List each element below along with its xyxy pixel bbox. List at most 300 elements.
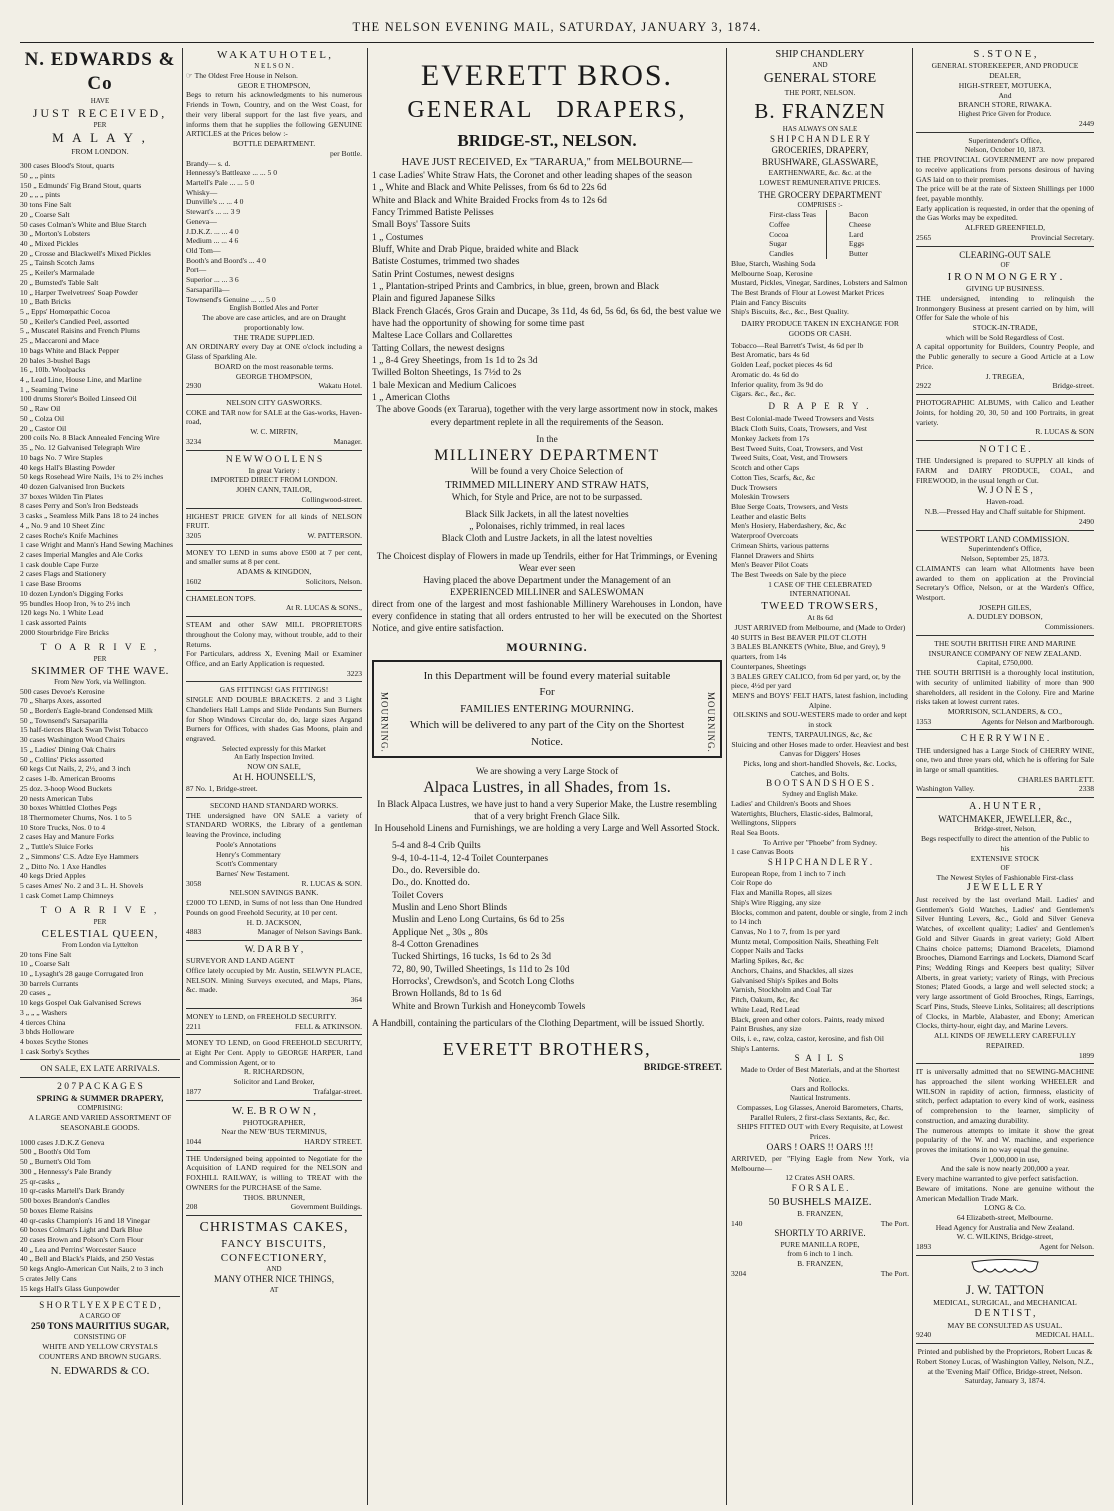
paragraph: SHIPS FITTED OUT with Every Requisite, at Lowest Prices. xyxy=(737,1122,903,1142)
ad-number: 208 xyxy=(186,1202,198,1212)
signature: B. FRANZEN, xyxy=(797,1208,843,1218)
list-item: Tucked Shirtings, 16 tucks, 1s 6d to 2s 3d xyxy=(392,952,552,963)
heading: SHORTLY TO ARRIVE. xyxy=(774,1228,866,1239)
price-list xyxy=(186,159,362,305)
list-item: 10 dozen Lyndon's Digging Forks xyxy=(20,588,124,598)
paragraph: STEAM and other SAW MILL PROPRIETORS throughout the Colony may, without trouble, add to their Returns. xyxy=(186,620,362,649)
signature: ADAMS & KINGDON, xyxy=(236,567,312,577)
heading: SURVEYOR AND LAND AGENT xyxy=(186,956,295,966)
list-item: 5-4 and 8-4 Crib Quilts xyxy=(392,841,481,852)
heading: OARS ! OARS !! OARS !!! xyxy=(766,1142,874,1153)
list-item: 50 „ Raw Oil xyxy=(20,404,61,414)
label: 64 Elizabeth-street, Melbourne. xyxy=(956,1213,1054,1223)
heading: SPRING & SUMMER DRAPERY, xyxy=(36,1093,164,1104)
list-item: Counterpanes, Sheetings xyxy=(731,661,807,671)
heading: BRUSHWARE, GLASSWARE, xyxy=(761,156,879,167)
heading: Alpaca Lustres, in all Shades, from 1s. xyxy=(423,779,671,797)
list-item: 1 „ 8-4 Grey Sheetings, from 1s 1d to 2s 3d xyxy=(372,356,538,367)
signature: GEORGE THOMPSON, xyxy=(235,371,313,381)
heading: At H. HOUNSELL'S, xyxy=(232,773,316,784)
paragraph: THE SOUTH BRITISH is a thoroughly local institution, with security of unlimited liability of more than 900 shareholders, all resident in the Colony. Fire and Marine risks taken at lowest current rates. xyxy=(916,668,1094,707)
list-item: 25 „ Keiler's Marmalade xyxy=(20,268,95,278)
list-item: 50 cases Colman's White and Blue Starch xyxy=(20,219,147,229)
heading: JUST RECEIVED, xyxy=(32,105,168,120)
label: N E L S O N . xyxy=(254,62,294,71)
signature: J. TREGEA, xyxy=(985,371,1025,381)
list-item: Crimean Shirts, various patterns xyxy=(731,540,829,550)
list-item: Ladies' and Children's Boots and Shoes xyxy=(731,798,851,808)
footer: N. EDWARDS & CO. xyxy=(50,1365,150,1378)
masthead-rule xyxy=(20,42,1094,43)
label: A CARGO OF xyxy=(79,1311,121,1320)
heading: T O A R R I V E , xyxy=(40,906,160,917)
list-item: 50 „ Borden's Eagle-brand Condensed Milk xyxy=(20,706,153,716)
list-item: 1 bale Mexican and Medium Calicoes xyxy=(372,380,517,391)
paragraph: Which will be delivered to any part of the City on the Shortest Notice. xyxy=(409,719,685,748)
list-item: Maltese Lace Collars and Collarettes xyxy=(372,331,513,342)
label: PER xyxy=(93,917,107,926)
list-item: Cocoa xyxy=(769,229,789,239)
heading: C H E R R Y W I N E . xyxy=(960,734,1050,745)
list-item: 10 „ Coarse Salt xyxy=(20,959,70,969)
label: Washington Valley. xyxy=(916,784,975,794)
paragraph: The above are case articles, and are on Draught proportionably low. xyxy=(202,313,346,332)
list-item: Henry's Commentary xyxy=(216,849,281,859)
list-item: 5 cases Ames' No. 2 and 3 L. H. Shovels xyxy=(20,880,144,890)
label: Nautical Instruments. xyxy=(789,1094,851,1103)
heading: J. W. TATTON xyxy=(966,1281,1044,1297)
column-rule xyxy=(726,48,727,1505)
list-item: Brandy— s. d. xyxy=(186,158,231,168)
list-item: Paint Brushes, any size xyxy=(731,1024,802,1034)
ad-number: 1353 xyxy=(916,716,932,726)
ad-number: 2449 xyxy=(1078,118,1094,128)
label: AT xyxy=(269,1285,279,1294)
label: which will be Sold Regardless of Cost. xyxy=(945,332,1065,342)
goods-list xyxy=(20,687,180,901)
list-item: Anchors, Chains, and Shackles, all sizes xyxy=(731,965,854,975)
list-item: 40 „ Lea and Perrins' Worcester Sauce xyxy=(20,1244,137,1254)
list-item: Leather and elastic Belts xyxy=(731,511,806,521)
list-item: Varnish, Stockholm and Coal Tar xyxy=(731,985,832,995)
list-item: 3 casks „ Seamless Milk Pans 18 to 24 inches xyxy=(20,511,159,521)
list-item: Twilled Bolton Sheetings, 1s 7½d to 2s xyxy=(372,368,522,379)
label: A LARGE AND VARIED ASSORTMENT OF SEASONABLE GOODS. xyxy=(28,1113,172,1133)
list-item: 20 „ Castor Oil xyxy=(20,423,67,433)
list-item: 1 case Ladies' White Straw Hats, the Coronet and other leading shapes of the season xyxy=(372,170,692,181)
label: MOURNING. xyxy=(706,691,716,753)
list-item: Coir Rope do xyxy=(731,878,772,888)
list-item: Cigars. &c., &c., &c. xyxy=(731,389,796,399)
ad-number: 364 xyxy=(350,995,362,1005)
signature: R. LUCAS & SON xyxy=(1035,427,1094,437)
list-item: Lard xyxy=(848,229,864,239)
list-item: 50 „ Burnett's Old Tom xyxy=(20,1157,91,1167)
list-item: Superior ... ... 3 6 xyxy=(186,275,239,285)
paragraph: PHOTOGRAPHIC ALBUMS, with Calico and Leather Joints, for holding 20, 30, 50 and 100 Portraits, in great variety. xyxy=(916,398,1094,427)
list-item: 30 tons Fine Salt xyxy=(20,200,72,210)
paragraph: Picks, long and short-handled Shovels, &c. Locks, Catches, and Bolts. xyxy=(743,758,897,778)
heading: S H O R T L Y E X P E C T E D , xyxy=(39,1300,161,1311)
paragraph: MONEY TO LEND, on Good FREEHOLD SECURITY, at Eight Per Cent. Apply to GEORGE HARPER, Land and Commission Agent, or to xyxy=(186,1038,362,1067)
ad-number: 1899 xyxy=(1078,1050,1094,1060)
list-item: White and Black and White Braided Frocks from 4s to 12s 6d xyxy=(372,195,607,206)
list-item: 18 Thermometer Churns, Nos. 1 to 5 xyxy=(20,812,132,822)
column-edwards xyxy=(20,48,180,1505)
label: 40 SUITS in Best BEAVER PILOT CLOTH xyxy=(731,632,867,642)
list-item: 16 „ 10lb. Woolpacks xyxy=(20,365,86,375)
ad-number: 2930 xyxy=(186,381,202,391)
paragraph: Compasses, Log Glasses, Aneroid Barometers, Charts, Parallel Rulers, 2 first-class Sextants, &c, &c. xyxy=(737,1103,903,1122)
label: BRIDGE-STREET. xyxy=(643,1062,722,1073)
heading: B. FRANZEN xyxy=(754,99,886,124)
blanket-list xyxy=(731,642,909,691)
signature: W. J O N E S , xyxy=(977,486,1033,497)
list-item: 20 „ Coarse Salt xyxy=(20,209,70,219)
label: Capital, £750,000. xyxy=(976,658,1034,668)
label: From New York, via Wellington. xyxy=(54,677,146,686)
heading: S . S T O N E , xyxy=(973,49,1037,60)
signature: W. PATTERSON. xyxy=(307,531,362,541)
signature: MORRISON, SCLANDERS, & CO., xyxy=(947,706,1063,716)
list-item: 40 kegs Hall's Blasting Powder xyxy=(20,462,116,472)
paragraph: OILSKINS and SOU-WESTERS made to order and kept in stock xyxy=(733,710,907,730)
list-item: 8-4 Cotton Grenadines xyxy=(392,940,479,951)
list-item: 20 „ Crosse and Blackwell's Mixed Pickles xyxy=(20,248,151,258)
list-item: 200 coils No. 8 Black Annealed Fencing Wire xyxy=(20,433,160,443)
ad-number: 3223 xyxy=(346,668,362,678)
heading: MILLINERY DEPARTMENT xyxy=(434,446,660,464)
list-item: 10 „ Harper Twelvetrees' Soap Powder xyxy=(20,287,138,297)
paragraph: Early application is requested, in order that the opening of the Gas Works may be expedited. xyxy=(916,203,1094,223)
heading: STOCK-IN-TRADE, xyxy=(972,323,1038,333)
label: PER xyxy=(93,120,107,129)
label: Solicitor and Land Broker, xyxy=(233,1077,315,1087)
list-item: Plain and Fancy Biscuits xyxy=(731,297,807,307)
paragraph: Just received by the last overland Mail. Ladies' and Gentlemen's Gold Watches, Ladies' and Gentlemen's Silver Hunting Levers, &c., Gold and Silver Geneva Watches, of excellent quality; Ladies' and Gentlemen's Gold and Silver Guards in great variety; Gold Albert Chains choice patterns; Diamond Bracelets, Diamond Brooches, Diamond Earrings and Lockets, Diamond Scarf Pins; Wedding Rings and Keepers best quality; Silver Alberts, in great variety; variety of Rings, with Precious Stones; Plated Goods, a large and well selected stock; a very large assortment of Gold Brooches, Rings, Earrings, Scarf Pins, Studs, Sleeve Links, Solitaires; all descriptions of Clocks, in Marble, Alabaster, and Ebony; American Clocks, thirty-hour, eight day, and Marine Levers. xyxy=(916,895,1094,1031)
column-rule xyxy=(912,48,913,1505)
paragraph: AN ORDINARY every Day at ONE o'clock including a Glass of Sparkling Ale. xyxy=(186,342,362,362)
list-item: 60 kegs Cut Nails, 2, 2½, and 3 inch xyxy=(20,764,131,774)
label: From London via Lyttelton xyxy=(61,940,139,949)
list-item: 15 kegs Hall's Glass Gunpowder xyxy=(20,1283,120,1293)
paragraph: BOARD on the most reasonable terms. xyxy=(214,361,334,371)
goods-list xyxy=(20,1138,180,1294)
list-item: Moleskin Trowsers xyxy=(731,492,790,502)
heading: GROCERIES, DRAPERY, xyxy=(771,145,869,156)
label: An Early Inspection Invited. xyxy=(234,753,314,762)
list-item: Blue Serge Coats, Trowsers, and Vests xyxy=(731,501,848,511)
list-item: Waterproof Overcoats xyxy=(731,531,799,541)
list-item: 2 cases Flags and Stationery xyxy=(20,569,107,579)
list-item: White Lead, Red Lead xyxy=(731,1004,800,1014)
list-item: Hennessy's Battleaxe ... ... 5 0 xyxy=(186,168,277,178)
list-item: 2 „ Tuttle's Sluice Forks xyxy=(20,842,94,852)
label: 1 case Canvas Boots xyxy=(731,847,794,857)
paragraph: The Choicest display of Flowers in made up Tendrils, either for Hat Trimmings, or Evening Wear ever seen xyxy=(376,551,718,574)
heading: GAS FITTINGS! GAS FITTINGS! xyxy=(219,685,329,695)
list-item: 4 boxes Scythe Stones xyxy=(20,1037,89,1047)
ad-number: 3205 xyxy=(186,531,202,541)
paragraph: MONEY to LEND, on FREEHOLD SECURITY. xyxy=(186,1011,337,1021)
label: OF xyxy=(1000,261,1010,270)
label: Trafalgar-street. xyxy=(313,1086,362,1096)
label: Superintendent's Office, xyxy=(968,544,1042,554)
list-item: 20 bales 3-bushel Bags xyxy=(20,355,91,365)
list-item: Muntz metal, Composition Nails, Sheathing Felt xyxy=(731,936,879,946)
list-item: 50 boxes Eleme Raisins xyxy=(20,1205,93,1215)
paragraph: MEN'S and BOYS' FELT HATS, latest fashion, including Alpine. xyxy=(732,690,908,710)
boots-list xyxy=(731,799,909,838)
label: FROM LONDON. xyxy=(71,146,129,156)
list-item: 20 „ Bumsted's Table Salt xyxy=(20,277,99,287)
list-item: 5 crates Jelly Cans xyxy=(20,1273,77,1283)
label: TENTS, TARPAULINGS, &c, &c xyxy=(767,729,873,739)
list-item: 4 „ Lead Line, House Line, and Marline xyxy=(20,375,142,385)
heading: EXTENSIVE STOCK xyxy=(970,853,1040,863)
list-item: 100 drums Storer's Boiled Linseed Oil xyxy=(20,394,137,404)
grocery-right xyxy=(849,210,871,259)
list-item: Cheese xyxy=(848,220,871,230)
list-item: The Best Tweeds on Sale by the piece xyxy=(731,569,847,579)
label: Agents for Nelson and Marlborough. xyxy=(981,716,1094,726)
list-item: 40 „ Mixed Pickles xyxy=(20,238,79,248)
ad-number: 1602 xyxy=(186,576,202,586)
list-item: 1 case Base Brooms xyxy=(20,579,82,589)
list-item: Best Tweed Suits, Coat, Trowsers, and Vest xyxy=(731,443,863,453)
column-rule xyxy=(182,48,183,1505)
label: English Bottled Ales and Porter xyxy=(229,304,319,313)
list-item: 40 dozen Galvanised Iron Buckets xyxy=(20,481,125,491)
jackets-list xyxy=(372,509,722,545)
list-item: Duck Trowsers xyxy=(731,482,778,492)
list-item: Galvanised Ship's Spikes and Bolts xyxy=(731,975,839,985)
label: Oars and Rollocks. xyxy=(791,1084,849,1094)
list-item: 30 „ Morton's Lobsters xyxy=(20,229,90,239)
list-item: Men's Hosiery, Haberdashery, &c, &c xyxy=(731,521,847,531)
label: LOWEST REMUNERATIVE PRICES. xyxy=(759,178,881,188)
signature: FELL & ATKINSON. xyxy=(294,1021,362,1031)
list-item: 1 „ Seaming Twine xyxy=(20,384,79,394)
heading: ALL KINDS OF JEWELLERY CAREFULLY REPAIRED. xyxy=(933,1031,1077,1050)
ad-number: 140 xyxy=(731,1218,743,1228)
column-franzen xyxy=(731,48,909,1505)
list-item: 1 „ White and Black and White Pelisses, from 6s 6d to 22s 6d xyxy=(372,183,607,194)
heading: D R A P E R Y . xyxy=(768,400,872,411)
list-item: Tatting Collars, the newest designs xyxy=(372,343,505,354)
everett-title: EVERETT BROS. xyxy=(420,59,674,92)
list-item: 300 cases Blood's Stout, quarts xyxy=(20,161,115,171)
label: The Newest Styles of Fashionable First-class xyxy=(936,872,1074,882)
list-item: 50 „ Collins' Picks assorted xyxy=(20,754,104,764)
heading: GENERAL STORE xyxy=(763,71,877,87)
list-item: 500 „ Booth's Old Tom xyxy=(20,1147,91,1157)
list-item: 10 bags White and Black Pepper xyxy=(20,345,120,355)
paragraph: DAIRY PRODUCE TAKEN IN EXCHANGE FOR GOODS OR CASH. xyxy=(741,319,899,338)
list-item: Black French Glacés, Gros Grain and Ducape, 3s 11d, 4s 6d, 5s 6d, 6s 6d, the best value we have had the opportunity of showing for some time past xyxy=(372,306,721,330)
heading: PURE MANILLA ROPE, xyxy=(780,1239,860,1249)
heading: 2 0 7 P A C K A G E S xyxy=(57,1082,143,1093)
signature: A. DUDLEY DOBSON, xyxy=(967,612,1043,622)
label: We are showing a very Large Stock of xyxy=(475,767,619,778)
label: Over 1,000,000 in use, xyxy=(970,1154,1040,1164)
column-rule xyxy=(367,48,368,1505)
list-item: 20 „ „ „ pints xyxy=(20,190,61,200)
label: Selected expressly for this Market xyxy=(222,743,326,753)
heading: D E N T I S T , xyxy=(974,1307,1036,1319)
list-item: 2 cases 1-lb. American Brooms xyxy=(20,774,116,784)
goods-list xyxy=(20,161,180,637)
list-item: Best Aromatic, bars 4s 6d xyxy=(731,350,810,360)
list-item: 20 cases „ xyxy=(20,988,51,998)
goods-list xyxy=(20,950,180,1057)
list-item: Black Cloth and Lustre Jackets, in all the latest novelties xyxy=(441,534,653,545)
grocery-left xyxy=(769,210,827,259)
list-item: 9-4, 10-4-11-4, 12-4 Toilet Counterpanes xyxy=(392,853,549,864)
heading: S H I P C H A N D L E R Y xyxy=(769,133,870,144)
paragraph: IT is universally admitted that no SEWING-MACHINE has approached the silent working WHEELER and WILSON in rapidity of action, firmness, elasticity of stitch, perfect adaptation to every kind of work, easiness of comprehension to the learner, simplicity of construction, and amazing durability. xyxy=(916,1067,1094,1125)
label: Bridge-street, Nelson, xyxy=(974,825,1036,834)
teeth-icon xyxy=(916,1259,1094,1280)
list-item: Poole's Annotations xyxy=(216,839,277,849)
heading: WESTPORT LAND COMMISSION. xyxy=(940,533,1070,544)
paragraph: £2000 TO LEND, in Sums of not less than One Hundred Pounds on good Freehold Security, at 10 per cent. xyxy=(186,898,362,917)
list-item: Batiste Costumes, trimmed two shades xyxy=(372,257,520,268)
heading: S A I L S xyxy=(794,1053,846,1064)
heading: WATCHMAKER, JEWELLER, &c., xyxy=(938,813,1072,824)
list-item: Monkey Jackets from 17s xyxy=(731,433,810,443)
list-item: Port— xyxy=(186,265,207,275)
heading: F O R S A L E . xyxy=(791,1183,849,1194)
ad-number: 3058 xyxy=(186,878,202,888)
label: Sydney and English Make. xyxy=(782,789,858,798)
column-everett xyxy=(372,48,722,1505)
list-item: Aromatic do. 4s 6d do xyxy=(731,369,799,379)
list-item: 50 „ „ pints xyxy=(20,170,55,180)
list-item: Old Tom— xyxy=(186,245,221,255)
grocery-table xyxy=(731,210,909,259)
list-item: Candles xyxy=(769,249,794,259)
paragraph: JUST ARRIVED from Melbourne, and (Made to Order) xyxy=(734,622,906,632)
list-item: 50 „ Keiler's Candied Peel, assorted xyxy=(20,316,129,326)
ad-number: 2922 xyxy=(916,381,932,391)
list-item: 5 „ Muscatel Raisins and French Plums xyxy=(20,326,140,336)
paragraph: A Handbill, containing the particulars of the Clothing Department, will be issued Shortly. xyxy=(372,1019,705,1030)
signature: JOSEPH GILES, xyxy=(978,602,1032,612)
list-item: Golden Leaf, pocket pieces 4s 6d xyxy=(731,360,833,370)
list-item: Cotton Ties, Scarfs, &c, &c xyxy=(731,472,816,482)
signature: CHARLES BARTLETT. xyxy=(1017,774,1094,784)
signature: ALFRED GREENFIELD, xyxy=(964,223,1046,233)
signature: W. C. WILKINS, Bridge-street, xyxy=(956,1232,1054,1242)
paragraph: In Household Linens and Furnishings, we are holding a very Large and Well Assorted Stock. xyxy=(374,824,720,835)
goods-list xyxy=(372,170,722,405)
paragraph: THE Undersigned is prepared to SUPPLY all kinds of FARM and DAIRY PRODUCE, COAL, and FIREWOOD, in the usual length or Cut. xyxy=(916,456,1094,485)
list-item: 4 tierces China xyxy=(20,1017,66,1027)
ad-number: 2490 xyxy=(1078,516,1094,526)
ad-number: 1877 xyxy=(186,1086,202,1096)
list-item: Whisky— xyxy=(186,187,218,197)
list-item: Tobacco—Real Barrett's Twist, 4s 6d per lb xyxy=(731,340,864,350)
list-item: 1 cask Sorby's Scythes xyxy=(20,1046,90,1056)
list-item: Black Silk Jackets, in all the latest novelties xyxy=(465,510,629,521)
label: per Bottle. xyxy=(329,148,362,158)
list-item: Booth's and Boord's ... 4 0 xyxy=(186,255,266,265)
hotel-title: W A K A T U H O T E L , xyxy=(216,49,332,61)
list-item: Eggs xyxy=(848,239,865,249)
list-item: 72, 80, 90, Twilled Sheetings, 1s 11d to 2s 10d xyxy=(392,964,570,975)
heading: TWEED TROWSERS, xyxy=(761,600,879,613)
paragraph: Having placed the above Department under the Management of an xyxy=(423,575,671,586)
paragraph: THE undersigned, intending to relinquish the Ironmongery Business at present carried on by him, will Offer for Sale the whole of his xyxy=(916,293,1094,323)
heading: NELSON SAVINGS BANK. xyxy=(229,888,319,898)
paragraph: THE undersigned have ON SALE a variety of STANDARD WORKS, the Library of a gentleman leaving the Province, including xyxy=(186,810,362,840)
heading: MANY OTHER NICE THINGS, xyxy=(214,1274,334,1285)
list-item: 25 „ Maccaroni and Mace xyxy=(20,336,99,346)
label: Wakatu Hotel. xyxy=(318,381,362,391)
list-item: Marling Spikes, &c, &c xyxy=(731,956,804,966)
label: ☞ The Oldest Free House in Nelson. xyxy=(186,71,298,81)
label: INTERNATIONAL xyxy=(789,589,851,599)
list-item: 3 BALES GREY CALICO, from 6d per yard, or, by the piece, 4½d per yard xyxy=(731,671,901,691)
list-item: Ship's Wire Rigging, any size xyxy=(731,897,821,907)
list-item: European Rope, from 1 inch to 7 inch xyxy=(731,868,846,878)
list-item: 95 bundles Hoop Iron, ⅝ to 2½ inch xyxy=(20,598,131,608)
list-item: 500 cases Devoe's Kerosine xyxy=(20,686,105,696)
list-item: 120 kegs No. 1 White Lead xyxy=(20,608,104,618)
list-item: 2000 Stourbridge Fire Bricks xyxy=(20,627,109,637)
list-item: Martell's Pale ... ... 5 0 xyxy=(186,177,255,187)
list-item: Inferior quality, from 3s 9d do xyxy=(731,379,823,389)
heading: THE GROCERY DEPARTMENT xyxy=(758,189,882,200)
label: COUNTERS AND BROWN SUGARS. xyxy=(39,1351,161,1361)
label: from 6 inch to 1 inch. xyxy=(787,1249,853,1259)
ship-list xyxy=(731,869,909,1054)
list-item: 25 „ Tainsh Scotch Jams xyxy=(20,258,95,268)
list-item: 300 „ Hennessy's Pale Brandy xyxy=(20,1166,112,1176)
paragraph: Beware of imitations. None are genuine without the American Medallion Trade Mark. xyxy=(916,1183,1094,1203)
label: Head Agency for Australia and New Zealand. xyxy=(935,1222,1075,1232)
list-item: Men's Beaver Pilot Coats xyxy=(731,560,809,570)
ship-name: CELESTIAL QUEEN, xyxy=(41,927,159,940)
label: 12 Crates ASH OARS. xyxy=(785,1173,855,1183)
list-item: 30 cases Washington Wood Chairs xyxy=(20,735,125,745)
heading: CONFECTIONERY, xyxy=(220,1252,328,1265)
list-item: Muslin and Leno Long Curtains, 6s 6d to 25s xyxy=(392,915,565,926)
label: PHOTOGRAPHER, xyxy=(242,1117,306,1127)
label: IMPORTED DIRECT FROM LONDON. xyxy=(210,475,338,485)
heading: THE SOUTH BRITISH FIRE AND MARINE INSURANCE COMPANY OF NEW ZEALAND. xyxy=(928,638,1082,658)
label: Manager. xyxy=(333,436,362,446)
list-item: 8 cases Perry and Son's Iron Bedsteads xyxy=(20,501,139,511)
list-item: 150 „ Edmunds' Fig Brand Stout, quarts xyxy=(20,180,142,190)
list-item: 3 bhds Holloware xyxy=(20,1027,74,1037)
list-item: First-class Teas xyxy=(769,210,816,220)
everett-address: BRIDGE-ST., NELSON. xyxy=(457,131,637,151)
list-item: Ship's Lanterns. xyxy=(731,1043,780,1053)
heading: CHRISTMAS CAKES, xyxy=(199,1220,349,1236)
paragraph: Begs respectfully to direct the attention of the Public to his xyxy=(920,834,1090,854)
heading: TRIMMED MILLINERY AND STRAW HATS, xyxy=(445,479,649,491)
ad-number: 9240 xyxy=(916,1330,932,1340)
label: MEDICAL HALL. xyxy=(1035,1330,1094,1340)
paragraph: Every machine warranted to give perfect satisfaction. xyxy=(916,1174,1079,1184)
list-item: Applique Net „ 30s „ 80s xyxy=(392,927,488,938)
label: MEDICAL, SURGICAL, and MECHANICAL xyxy=(933,1298,1077,1308)
works-list xyxy=(186,840,362,879)
list-item: 50 kegs Rosehead Wire Nails, 1¼ to 2½ inches xyxy=(20,472,164,482)
list-item: Dunville's ... ... 4 0 xyxy=(186,197,244,207)
